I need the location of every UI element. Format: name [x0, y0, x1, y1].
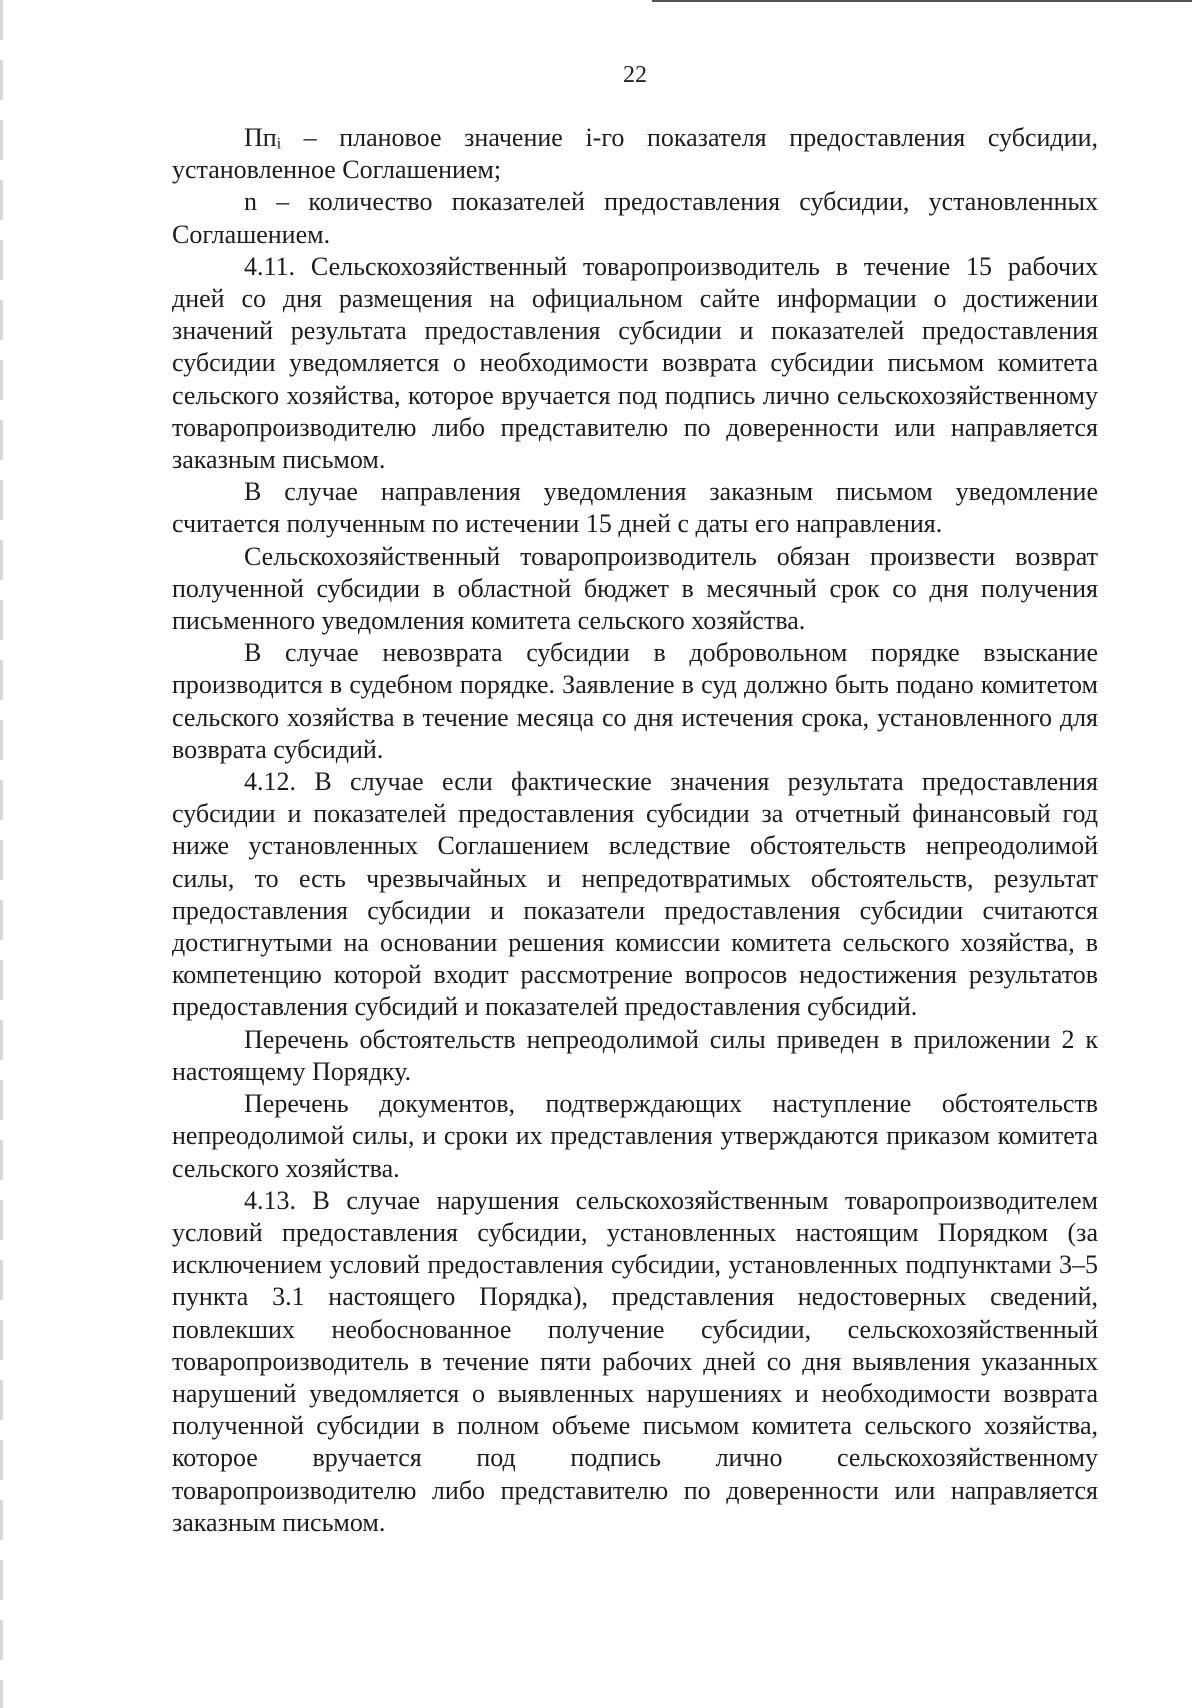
paragraph-registered-letter: В случае направления уведомления заказным письмом уведомление считается полученным по истечении 15 дней с даты его направления. [172, 477, 1098, 539]
scan-top-border [652, 0, 1192, 2]
paragraph-return-obligation: Сельскохозяйственный товаропроизводитель обязан произвести возврат полученной субсидии в областной бюджет в месячный срок со дня получения письменного уведомления комитета сельского хозяйства. [172, 541, 1098, 636]
paragraph-4-11: 4.11. Сельскохозяйственный товаропроизводитель в течение 15 рабочих дней со дня размещения на официальном сайте информации о достижении значений результата предоставления субсидии и показателей предоставления субсидии уведомляется о необходимости возврата субсидии письмом комитета сельского хозяйства, которое вручается под подпись лично сельскохозяйственному товаропроизводителю либо представителю по доверенности или направляется заказным письмом. [172, 251, 1098, 475]
paragraph-4-13: 4.13. В случае нарушения сельскохозяйственным товаропроизводителем условий предоставления субсидии, установленных настоящим Порядком (за исключением условий предоставления субсидии, установленных подпунктами 3–5 пункта 3.1 настоящего Порядка), представления недостоверных сведений, повлекших необоснованное получение субсидии, сельскохозяйственный товаропроизводитель в течение пяти рабочих дней со дня выявления указанных нарушений уведомляется о выявленных нарушениях и необходимости возврата полученной субсидии в полном объеме письмом комитета сельского хозяйства, которое вручается под подпись лично сельскохозяйственному товаропроизводителю либо представителю по доверенности или направляется заказным письмом. [172, 1185, 1098, 1537]
scan-left-edge [0, 0, 3, 1708]
document-body [172, 122, 1098, 1539]
page-number: 22 [623, 62, 647, 88]
paragraph-4-12: 4.12. В случае если фактические значения результата предоставления субсидии и показателей предоставления субсидии за отчетный финансовый год ниже установленных Соглашением вследствие обстоятельств непреодолимой силы, то есть чрезвычайных и непредотвратимых обстоятельств, результат предоставления субсидии и показатели предоставления субсидии считаются достигнутыми на основании решения комиссии комитета сельского хозяйства, в компетенцию которой входит рассмотрение вопросов недостижения результатов предоставления субсидий и показателей предоставления субсидий. [172, 767, 1098, 1022]
paragraph-plan-value-definition: Ппᵢ – плановое значение i-го показателя предоставления субсидии, установленное Соглашением; [172, 123, 1098, 185]
paragraph-force-majeure-list: Перечень обстоятельств непреодолимой силы приведен в приложении 2 к настоящему Порядку. [172, 1024, 1098, 1086]
paragraph-documents-list: Перечень документов, подтверждающих наступление обстоятельств непреодолимой силы, и сроки их представления утверждаются приказом комитета сельского хозяйства. [172, 1089, 1098, 1183]
paragraph-court-recovery: В случае невозврата субсидии в добровольном порядке взыскание производится в судебном порядке. Заявление в суд должно быть подано комитетом сельского хозяйства в течение месяца со дня истечения срока, установленного для возврата субсидий. [172, 638, 1098, 764]
paragraph-indicator-count-definition: n – количество показателей предоставления субсидии, установленных Соглашением. [172, 187, 1098, 249]
